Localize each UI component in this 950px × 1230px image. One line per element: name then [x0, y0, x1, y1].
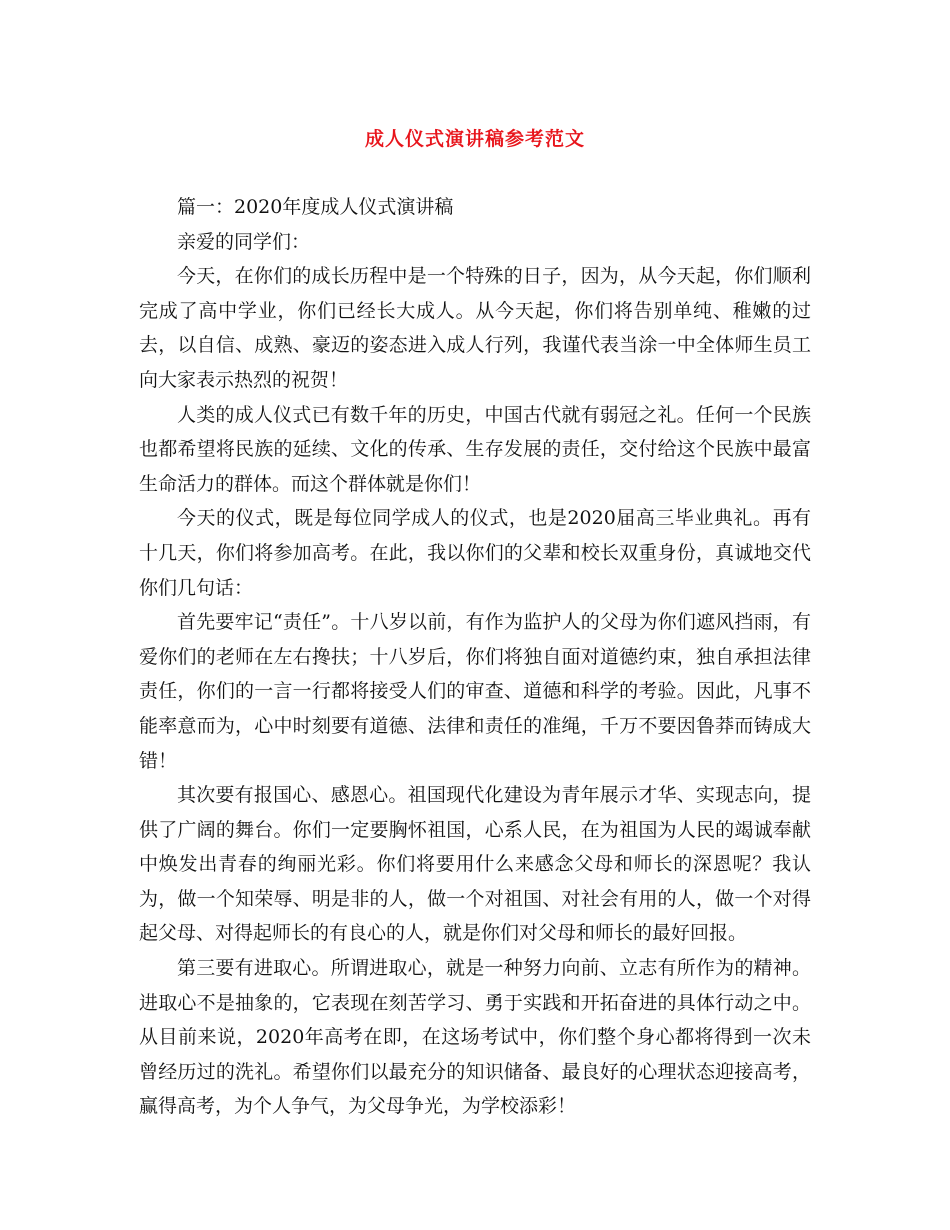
section-heading: 篇一：2020年度成人仪式演讲稿	[177, 196, 454, 218]
body-paragraph: 今天的仪式，既是每位同学成人的仪式，也是2020届高三毕业典礼。再有十几天，你们将参加高考。在此，我以你们的父辈和校长双重身份，真诚地交代你们几句话：	[139, 507, 811, 599]
document-title: 成人仪式演讲稿参考范文	[364, 128, 585, 150]
body-paragraph: 第三要有进取心。所谓进取心，就是一种努力向前、立志有所作为的精神。进取心不是抽象的，它表现在刻苦学习、勇于实践和开拓奋进的具体行动之中。从目前来说，2020年高考在即，在这场考试中，你们整个身心都将得到一次未曾经历过的洗礼。希望你们以最充分的知识储备、最良好的心理状态迎接高考，赢得高考，为个人争气，为父母争光，为学校添彩！	[139, 957, 811, 1118]
salutation: 亲爱的同学们：	[177, 230, 311, 253]
body-paragraph: 首先要牢记“责任”。十八岁以前，有作为监护人的父母为你们遮风挡雨，有爱你们的老师在左右搀扶；十八岁后，你们将独自面对道德约束，独自承担法律责任，你们的一言一行都将接受人们的审查、道德和科学的考验。因此，凡事不能率意而为，心中时刻要有道德、法律和责任的准绳，千万不要因鲁莽而铸成大错！	[139, 611, 811, 772]
body-paragraph: 人类的成人仪式已有数千年的历史，中国古代就有弱冠之礼。任何一个民族也都希望将民族的延续、文化的传承、生存发展的责任，交付给这个民族中最富生命活力的群体。而这个群体就是你们！	[139, 403, 811, 495]
body-paragraph: 今天，在你们的成长历程中是一个特殊的日子，因为，从今天起，你们顺利完成了高中学业，你们已经长大成人。从今天起，你们将告别单纯、稚嫩的过去，以自信、成熟、豪迈的姿态进入成人行列，我谨代表当涂一中全体师生员工向大家表示热烈的祝贺！	[139, 265, 811, 391]
body-paragraph: 其次要有报国心、感恩心。祖国现代化建设为青年展示才华、实现志向，提供了广阔的舞台。你们一定要胸怀祖国，心系人民，在为祖国为人民的竭诚奉献中焕发出青春的绚丽光彩。你们将要用什么来感念父母和师长的深恩呢？我认为，做一个知荣辱、明是非的人，做一个对祖国、对社会有用的人，做一个对得起父母、对得起师长的有良心的人，就是你们对父母和师长的最好回报。	[139, 784, 811, 945]
document-body	[139, 190, 811, 1124]
